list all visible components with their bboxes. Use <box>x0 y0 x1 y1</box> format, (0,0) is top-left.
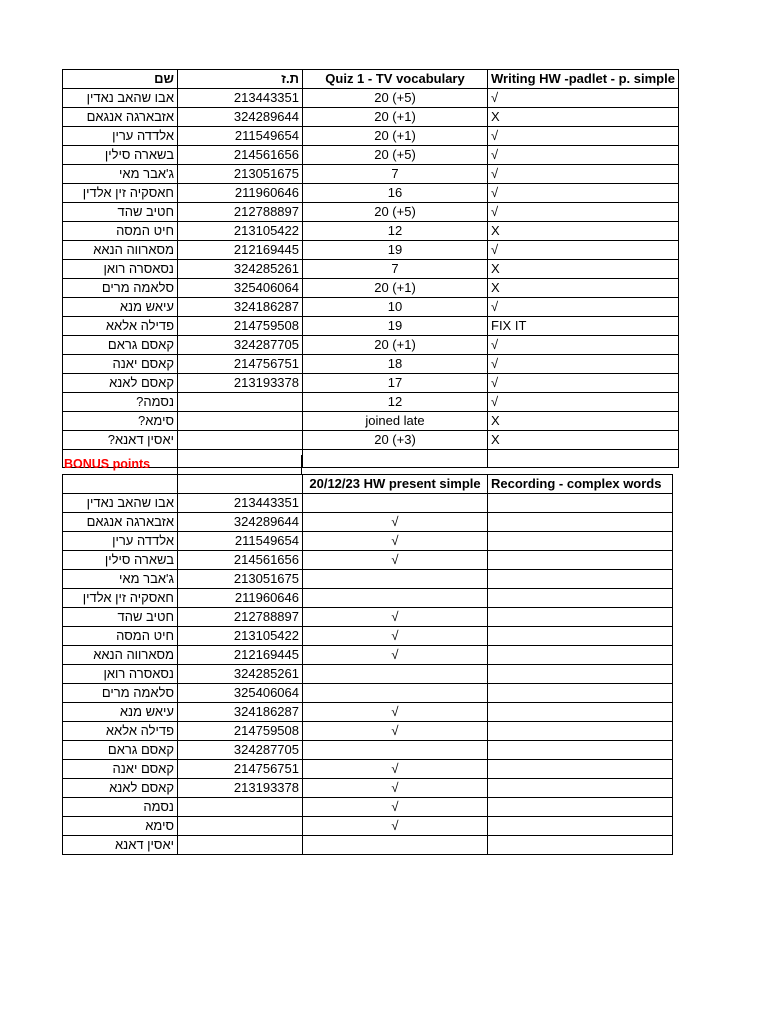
table-row <box>63 627 673 646</box>
cell-id[interactable]: 213105422 <box>178 627 303 646</box>
cell-name[interactable]: קאסם לאנא <box>63 779 178 798</box>
table-row <box>63 127 679 146</box>
cell-rec[interactable] <box>488 627 673 646</box>
table-row <box>63 703 673 722</box>
cell-id[interactable]: 211960646 <box>178 184 303 203</box>
cell-name[interactable]: קאסם יאנה <box>63 355 178 374</box>
table-row <box>63 817 673 836</box>
cell-name[interactable]: סלאמה מרים <box>63 279 178 298</box>
cell-id[interactable]: 324285261 <box>178 260 303 279</box>
cell-id[interactable]: 324186287 <box>178 298 303 317</box>
cell-hw[interactable]: √ <box>488 165 679 184</box>
cell-hw[interactable] <box>303 836 488 855</box>
bonus-section-header <box>62 455 672 474</box>
cell-name[interactable]: יאסין דאנא <box>63 836 178 855</box>
cell-quiz[interactable]: 7 <box>303 165 488 184</box>
cell-hw[interactable]: X <box>488 431 679 450</box>
cell-name[interactable]: אבו שהאב נאדין <box>63 494 178 513</box>
bonus-id-cell <box>177 455 302 475</box>
cell-id[interactable]: 213051675 <box>178 165 303 184</box>
cell-id[interactable]: 325406064 <box>178 684 303 703</box>
cell-hw[interactable]: √ <box>303 817 488 836</box>
table-row <box>63 836 673 855</box>
header-row <box>63 475 673 494</box>
table-row <box>63 336 679 355</box>
cell-quiz[interactable]: 7 <box>303 260 488 279</box>
cell-rec[interactable] <box>488 722 673 741</box>
header-id[interactable] <box>178 475 303 494</box>
cell-hw[interactable]: √ <box>303 513 488 532</box>
cell-name[interactable]: נסמה? <box>63 393 178 412</box>
cell-name[interactable]: נסאסרה רואן <box>63 260 178 279</box>
cell-name[interactable]: חיט המסה <box>63 627 178 646</box>
table-row <box>63 393 679 412</box>
cell-hw[interactable]: √ <box>303 627 488 646</box>
table-row <box>63 89 679 108</box>
cell-name[interactable]: סימא <box>63 817 178 836</box>
table-row <box>63 203 679 222</box>
cell-name[interactable]: סימא? <box>63 412 178 431</box>
cell-id[interactable]: 213193378 <box>178 374 303 393</box>
table-row <box>63 589 673 608</box>
cell-name[interactable]: בשארה סילין <box>63 146 178 165</box>
cell-hw[interactable]: X <box>488 108 679 127</box>
cell-name[interactable]: אזבארגה אנגאם <box>63 513 178 532</box>
cell-hw[interactable]: √ <box>303 760 488 779</box>
cell-name[interactable]: קאסם גראם <box>63 336 178 355</box>
table-row <box>63 412 679 431</box>
table-row <box>63 665 673 684</box>
cell-hw[interactable]: √ <box>303 646 488 665</box>
cell-id[interactable] <box>178 798 303 817</box>
cell-name[interactable]: חאסקיה זין אלדין <box>63 184 178 203</box>
cell-rec[interactable] <box>488 760 673 779</box>
cell-name[interactable]: נסאסרה רואן <box>63 665 178 684</box>
cell-id[interactable]: 324186287 <box>178 703 303 722</box>
cell-id[interactable]: 324285261 <box>178 665 303 684</box>
cell-id[interactable]: 213051675 <box>178 570 303 589</box>
cell-rec[interactable] <box>488 608 673 627</box>
cell-quiz[interactable]: 20 (+3) <box>303 431 488 450</box>
cell-quiz[interactable]: 20 (+1) <box>303 108 488 127</box>
table-row <box>63 355 679 374</box>
cell-id[interactable]: 213443351 <box>178 494 303 513</box>
cell-hw[interactable]: √ <box>303 722 488 741</box>
cell-rec[interactable] <box>488 798 673 817</box>
table-row <box>63 431 679 450</box>
cell-name[interactable]: חיט המסה <box>63 222 178 241</box>
cell-name[interactable]: ג'אבר מאי <box>63 570 178 589</box>
cell-name[interactable]: בשארה סילין <box>63 551 178 570</box>
cell-name[interactable]: חטיב שהד <box>63 608 178 627</box>
cell-rec[interactable] <box>488 532 673 551</box>
cell-hw[interactable]: √ <box>488 89 679 108</box>
cell-quiz[interactable]: 20 (+5) <box>303 89 488 108</box>
table-row <box>63 551 673 570</box>
table-row <box>63 722 673 741</box>
cell-name[interactable]: נסמה <box>63 798 178 817</box>
cell-hw[interactable] <box>303 494 488 513</box>
bonus-label: BONUS points <box>64 457 151 471</box>
cell-id[interactable] <box>178 393 303 412</box>
cell-rec[interactable] <box>488 589 673 608</box>
cell-quiz[interactable]: 12 <box>303 222 488 241</box>
cell-quiz[interactable]: 19 <box>303 241 488 260</box>
cell-rec[interactable] <box>488 741 673 760</box>
table-row <box>63 222 679 241</box>
cell-id[interactable]: 211549654 <box>178 532 303 551</box>
header-name[interactable] <box>63 475 178 494</box>
cell-rec[interactable] <box>488 646 673 665</box>
cell-rec[interactable] <box>488 779 673 798</box>
cell-name[interactable]: ג'אבר מאי <box>63 165 178 184</box>
cell-id[interactable]: 213105422 <box>178 222 303 241</box>
cell-id[interactable]: 324289644 <box>178 108 303 127</box>
cell-quiz[interactable]: 12 <box>303 393 488 412</box>
cell-name[interactable]: מסארווה הנאא <box>63 646 178 665</box>
table-row <box>63 165 679 184</box>
cell-quiz[interactable]: 18 <box>303 355 488 374</box>
cell-id[interactable]: 211960646 <box>178 589 303 608</box>
cell-hw[interactable]: √ <box>488 336 679 355</box>
table-row <box>63 260 679 279</box>
cell-hw[interactable]: X <box>488 279 679 298</box>
header-row <box>63 70 679 89</box>
cell-id[interactable]: 213193378 <box>178 779 303 798</box>
cell-hw[interactable]: √ <box>488 355 679 374</box>
cell-quiz[interactable]: 16 <box>303 184 488 203</box>
cell-quiz[interactable]: 20 (+5) <box>303 203 488 222</box>
header-hw[interactable]: Writing HW -padlet - p. simple <box>488 70 679 89</box>
table-row <box>63 798 673 817</box>
cell-hw[interactable]: √ <box>303 551 488 570</box>
cell-name[interactable]: קאסם גראם <box>63 741 178 760</box>
cell-id[interactable] <box>178 431 303 450</box>
cell-id[interactable]: 212169445 <box>178 241 303 260</box>
table-row <box>63 146 679 165</box>
cell-hw[interactable]: X <box>488 260 679 279</box>
cell-name[interactable]: אזבארגה אנגאם <box>63 108 178 127</box>
cell-id[interactable] <box>178 817 303 836</box>
cell-quiz[interactable]: 20 (+5) <box>303 146 488 165</box>
cell-hw[interactable]: X <box>488 412 679 431</box>
table-row <box>63 741 673 760</box>
table-row <box>63 779 673 798</box>
cell-name[interactable]: סלאמה מרים <box>63 684 178 703</box>
cell-hw[interactable] <box>303 589 488 608</box>
cell-id[interactable]: 212169445 <box>178 646 303 665</box>
cell-id[interactable]: 325406064 <box>178 279 303 298</box>
cell-quiz[interactable]: 19 <box>303 317 488 336</box>
table-row <box>63 184 679 203</box>
cell-rec[interactable] <box>488 570 673 589</box>
table-row <box>63 279 679 298</box>
cell-rec[interactable] <box>488 494 673 513</box>
header-name[interactable]: שם <box>63 70 178 89</box>
cell-hw[interactable] <box>303 684 488 703</box>
cell-hw[interactable]: √ <box>303 798 488 817</box>
table-row <box>63 298 679 317</box>
table-row <box>63 317 679 336</box>
cell-name[interactable]: קאסם לאנא <box>63 374 178 393</box>
table-row <box>63 760 673 779</box>
cell-hw[interactable]: √ <box>488 374 679 393</box>
cell-quiz[interactable]: 17 <box>303 374 488 393</box>
cell-quiz[interactable]: 20 (+1) <box>303 127 488 146</box>
cell-hw[interactable]: √ <box>488 393 679 412</box>
cell-name[interactable]: יאסין דאנא? <box>63 431 178 450</box>
cell-hw[interactable] <box>303 665 488 684</box>
cell-hw[interactable]: √ <box>488 298 679 317</box>
cell-name[interactable]: פדילה אלאא <box>63 722 178 741</box>
table-row <box>63 513 673 532</box>
table-row <box>63 494 673 513</box>
cell-id[interactable]: 324289644 <box>178 513 303 532</box>
cell-rec[interactable] <box>488 513 673 532</box>
cell-rec[interactable] <box>488 684 673 703</box>
cell-id[interactable]: 214756751 <box>178 355 303 374</box>
cell-name[interactable]: חאסקיה זין אלדין <box>63 589 178 608</box>
cell-hw[interactable]: √ <box>303 532 488 551</box>
table-row <box>63 646 673 665</box>
cell-id[interactable]: 214759508 <box>178 317 303 336</box>
cell-hw[interactable]: √ <box>488 184 679 203</box>
header-rec[interactable]: Recording - complex words <box>488 475 673 494</box>
cell-id[interactable]: 214759508 <box>178 722 303 741</box>
cell-hw[interactable]: X <box>488 222 679 241</box>
cell-name[interactable]: פדילה אלאא <box>63 317 178 336</box>
cell-rec[interactable] <box>488 817 673 836</box>
cell-name[interactable]: אלדדה ערין <box>63 532 178 551</box>
bonus-table <box>62 474 673 855</box>
header-quiz[interactable]: Quiz 1 - TV vocabulary <box>303 70 488 89</box>
cell-hw[interactable]: √ <box>488 146 679 165</box>
table-row <box>63 374 679 393</box>
table-row <box>63 108 679 127</box>
cell-id[interactable]: 211549654 <box>178 127 303 146</box>
cell-name[interactable]: מסארווה הנאא <box>63 241 178 260</box>
cell-hw[interactable]: √ <box>488 203 679 222</box>
table-row <box>63 684 673 703</box>
cell-name[interactable]: קאסם יאנה <box>63 760 178 779</box>
cell-quiz[interactable]: 20 (+1) <box>303 279 488 298</box>
cell-hw[interactable]: √ <box>303 703 488 722</box>
cell-id[interactable] <box>178 412 303 431</box>
cell-quiz[interactable]: joined late <box>303 412 488 431</box>
table-row <box>63 570 673 589</box>
cell-id[interactable]: 212788897 <box>178 203 303 222</box>
cell-name[interactable]: עיאש מנא <box>63 703 178 722</box>
cell-id[interactable]: 213443351 <box>178 89 303 108</box>
cell-rec[interactable] <box>488 665 673 684</box>
cell-id[interactable]: 324287705 <box>178 741 303 760</box>
table-row <box>63 608 673 627</box>
cell-rec[interactable] <box>488 836 673 855</box>
cell-id[interactable]: 324287705 <box>178 336 303 355</box>
header-id[interactable]: ת.ז <box>178 70 303 89</box>
cell-id[interactable]: 214561656 <box>178 551 303 570</box>
cell-id[interactable] <box>178 836 303 855</box>
cell-quiz[interactable]: 10 <box>303 298 488 317</box>
cell-id[interactable]: 214561656 <box>178 146 303 165</box>
cell-hw[interactable]: √ <box>303 608 488 627</box>
cell-name[interactable]: עיאש מנא <box>63 298 178 317</box>
cell-quiz[interactable]: 20 (+1) <box>303 336 488 355</box>
cell-hw[interactable]: FIX IT <box>488 317 679 336</box>
table-row <box>63 241 679 260</box>
cell-id[interactable]: 214756751 <box>178 760 303 779</box>
cell-hw[interactable]: √ <box>488 241 679 260</box>
cell-hw[interactable] <box>303 570 488 589</box>
cell-rec[interactable] <box>488 703 673 722</box>
header-hw[interactable]: 20/12/23 HW present simple <box>303 475 488 494</box>
grades-table <box>62 69 679 468</box>
table-row <box>63 532 673 551</box>
cell-name[interactable]: אלדדה ערין <box>63 127 178 146</box>
cell-name[interactable]: אבו שהאב נאדין <box>63 89 178 108</box>
cell-rec[interactable] <box>488 551 673 570</box>
cell-hw[interactable] <box>303 741 488 760</box>
cell-id[interactable]: 212788897 <box>178 608 303 627</box>
cell-hw[interactable]: √ <box>303 779 488 798</box>
cell-name[interactable]: חטיב שהד <box>63 203 178 222</box>
cell-hw[interactable]: √ <box>488 127 679 146</box>
